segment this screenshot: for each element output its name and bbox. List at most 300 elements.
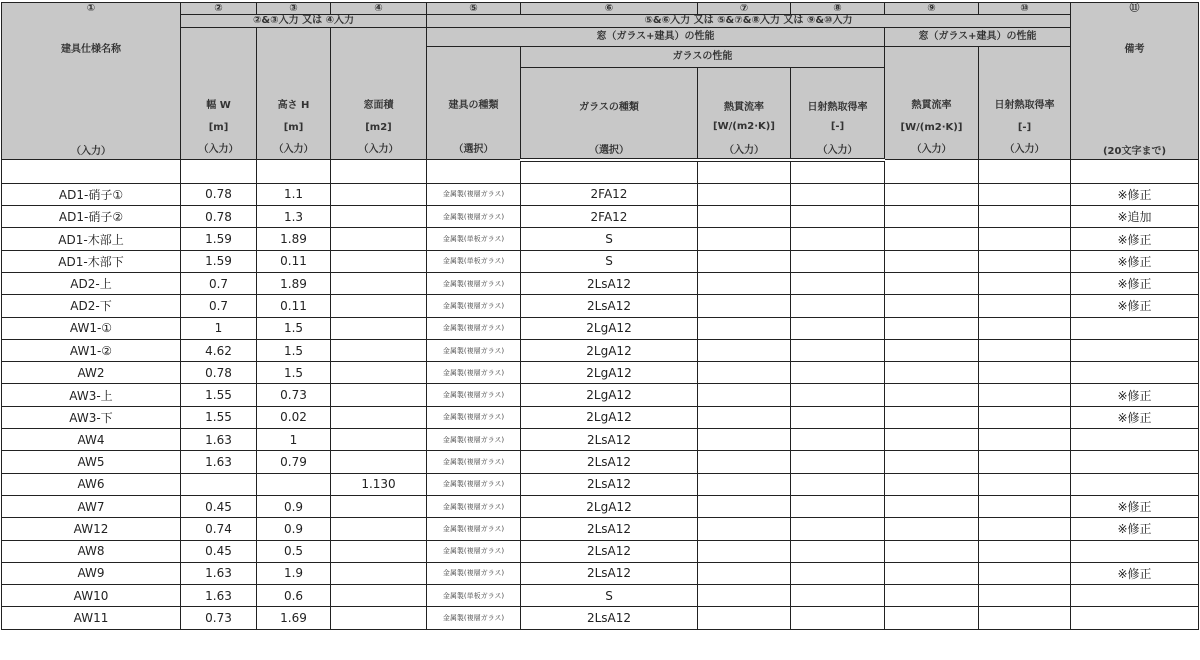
table-row bbox=[2, 183, 1199, 205]
window-shgc-cell[interactable] bbox=[979, 540, 1071, 562]
table-row bbox=[2, 540, 1199, 562]
u-value-cell[interactable] bbox=[698, 429, 791, 451]
name-cell[interactable]: AW11 bbox=[2, 607, 181, 629]
shgc-cell[interactable] bbox=[791, 339, 885, 361]
name-cell[interactable]: AD1-木部上 bbox=[2, 228, 181, 250]
height-cell[interactable]: 0.5 bbox=[257, 540, 331, 562]
header-title: 日射熱取得率 bbox=[994, 100, 1055, 111]
u-value-cell[interactable] bbox=[698, 540, 791, 562]
area-cell[interactable]: 1.130 bbox=[331, 473, 427, 495]
remarks-cell[interactable]: ※修正 bbox=[1071, 518, 1199, 540]
name-cell[interactable]: AW3-下 bbox=[2, 406, 181, 428]
height-cell[interactable]: 1.5 bbox=[257, 317, 331, 339]
u-value-cell[interactable] bbox=[698, 160, 791, 184]
width-cell[interactable]: 0.73 bbox=[181, 607, 257, 629]
window-shgc-cell[interactable] bbox=[979, 518, 1071, 540]
header-note: （入力） bbox=[1004, 144, 1045, 155]
window-shgc-cell[interactable] bbox=[979, 495, 1071, 517]
fitting-type-cell[interactable]: 金属製(複層ガラス) bbox=[427, 451, 521, 473]
glass-type-cell[interactable]: 2LgA12 bbox=[521, 339, 698, 361]
remarks-cell[interactable]: ※修正 bbox=[1071, 295, 1199, 317]
remarks-cell[interactable] bbox=[1071, 451, 1199, 473]
height-cell[interactable]: 0.79 bbox=[257, 451, 331, 473]
name-cell[interactable]: AW12 bbox=[2, 518, 181, 540]
window-u-value-cell[interactable] bbox=[885, 228, 979, 250]
column-header bbox=[521, 67, 698, 160]
header-unit: [m] bbox=[283, 122, 304, 133]
window-shgc-cell[interactable] bbox=[979, 228, 1071, 250]
u-value-cell[interactable] bbox=[698, 272, 791, 294]
header-note: （入力） bbox=[358, 144, 399, 155]
width-cell[interactable]: 1.55 bbox=[181, 406, 257, 428]
shgc-cell[interactable] bbox=[791, 429, 885, 451]
name-cell[interactable]: AW4 bbox=[2, 429, 181, 451]
name-cell[interactable]: AD1-木部下 bbox=[2, 250, 181, 272]
area-cell[interactable] bbox=[331, 429, 427, 451]
remarks-cell[interactable]: ※修正 bbox=[1071, 183, 1199, 205]
height-cell[interactable]: 1.9 bbox=[257, 562, 331, 584]
remarks-cell[interactable]: ※修正 bbox=[1071, 406, 1199, 428]
glass-type-cell[interactable]: 2LgA12 bbox=[521, 362, 698, 384]
table-row bbox=[2, 495, 1199, 517]
window-shgc-cell[interactable] bbox=[979, 406, 1071, 428]
column-number: ⑦ bbox=[698, 3, 791, 15]
fitting-type-cell[interactable]: 金属製(複層ガラス) bbox=[427, 607, 521, 629]
shgc-cell[interactable] bbox=[791, 473, 885, 495]
column-header bbox=[791, 67, 885, 160]
name-cell[interactable]: AW6 bbox=[2, 473, 181, 495]
header-note: （入力） bbox=[911, 144, 952, 155]
width-cell[interactable]: 0.74 bbox=[181, 518, 257, 540]
area-cell[interactable] bbox=[331, 272, 427, 294]
name-cell[interactable]: AW9 bbox=[2, 562, 181, 584]
table-row bbox=[2, 585, 1199, 607]
table-row bbox=[2, 339, 1199, 361]
u-value-cell[interactable] bbox=[698, 183, 791, 205]
table-row bbox=[2, 473, 1199, 495]
column-number: ⑪ bbox=[1129, 3, 1140, 14]
column-header bbox=[427, 47, 521, 160]
name-cell[interactable]: AW8 bbox=[2, 540, 181, 562]
window-shgc-cell[interactable] bbox=[979, 317, 1071, 339]
shgc-cell[interactable] bbox=[791, 250, 885, 272]
shgc-cell[interactable] bbox=[791, 607, 885, 629]
table-row bbox=[2, 317, 1199, 339]
glass-type-cell[interactable]: 2LsA12 bbox=[521, 272, 698, 294]
fitting-type-cell[interactable]: 金属製(複層ガラス) bbox=[427, 272, 521, 294]
window-shgc-cell[interactable] bbox=[979, 562, 1071, 584]
group-perf-header: ⑤&⑥入力 又は ⑤&⑦&⑧入力 又は ⑨&⑩入力 bbox=[427, 15, 1071, 28]
area-cell[interactable] bbox=[331, 250, 427, 272]
shgc-cell[interactable] bbox=[791, 295, 885, 317]
shgc-cell[interactable] bbox=[791, 540, 885, 562]
header-note: （入力） bbox=[198, 144, 239, 155]
header-note: (20文字まで) bbox=[1102, 146, 1167, 157]
height-cell[interactable]: 1.1 bbox=[257, 183, 331, 205]
header-title: 高さ H bbox=[277, 100, 310, 111]
header-title: 熱貫流率 bbox=[911, 100, 952, 111]
window-shgc-cell[interactable] bbox=[979, 384, 1071, 406]
column-header bbox=[979, 47, 1071, 160]
shgc-cell[interactable] bbox=[791, 451, 885, 473]
height-cell[interactable]: 0.02 bbox=[257, 406, 331, 428]
fitting-type-cell[interactable]: 金属製(複層ガラス) bbox=[427, 295, 521, 317]
window-u-value-cell[interactable] bbox=[885, 562, 979, 584]
u-value-cell[interactable] bbox=[698, 451, 791, 473]
height-cell[interactable]: 1.89 bbox=[257, 228, 331, 250]
width-cell[interactable]: 0.45 bbox=[181, 540, 257, 562]
window-u-value-cell[interactable] bbox=[885, 183, 979, 205]
name-cell[interactable]: AW1-② bbox=[2, 339, 181, 361]
remarks-cell[interactable] bbox=[1071, 607, 1199, 629]
height-cell[interactable]: 1.69 bbox=[257, 607, 331, 629]
remarks-cell[interactable]: ※修正 bbox=[1071, 562, 1199, 584]
column-number: ① bbox=[86, 3, 96, 14]
shgc-cell[interactable] bbox=[791, 495, 885, 517]
window-u-value-cell[interactable] bbox=[885, 339, 979, 361]
height-cell[interactable]: 0.9 bbox=[257, 518, 331, 540]
window-u-value-cell[interactable] bbox=[885, 473, 979, 495]
table-row bbox=[2, 429, 1199, 451]
fitting-type-cell[interactable]: 金属製(複層ガラス) bbox=[427, 429, 521, 451]
column-number: ⑤ bbox=[427, 3, 521, 15]
name-cell[interactable]: AW3-上 bbox=[2, 384, 181, 406]
area-cell[interactable] bbox=[331, 384, 427, 406]
window-u-value-cell[interactable] bbox=[885, 317, 979, 339]
u-value-cell[interactable] bbox=[698, 495, 791, 517]
glass-type-cell[interactable]: 2LgA12 bbox=[521, 317, 698, 339]
shgc-cell[interactable] bbox=[791, 228, 885, 250]
glass-type-cell[interactable] bbox=[521, 160, 698, 184]
window-u-value-cell[interactable] bbox=[885, 362, 979, 384]
window-u-value-cell[interactable] bbox=[885, 451, 979, 473]
width-cell[interactable]: 1.63 bbox=[181, 429, 257, 451]
u-value-cell[interactable] bbox=[698, 585, 791, 607]
shgc-cell[interactable] bbox=[791, 362, 885, 384]
table-row bbox=[2, 362, 1199, 384]
group-size-header: ②&③入力 又は ④入力 bbox=[181, 15, 427, 28]
width-cell[interactable]: 1.59 bbox=[181, 250, 257, 272]
shgc-cell[interactable] bbox=[791, 317, 885, 339]
window-perf-header-2: 窓（ガラス+建具）の性能 bbox=[885, 28, 1071, 47]
width-cell[interactable]: 1.63 bbox=[181, 451, 257, 473]
area-cell[interactable] bbox=[331, 339, 427, 361]
column-number: ⑧ bbox=[791, 3, 885, 15]
glass-type-cell[interactable]: 2LsA12 bbox=[521, 607, 698, 629]
width-cell[interactable]: 1.55 bbox=[181, 384, 257, 406]
area-cell[interactable] bbox=[331, 228, 427, 250]
header-unit: [-] bbox=[1017, 122, 1032, 133]
window-u-value-cell[interactable] bbox=[885, 206, 979, 228]
table-row bbox=[2, 206, 1199, 228]
window-u-value-cell[interactable] bbox=[885, 585, 979, 607]
width-cell[interactable]: 0.7 bbox=[181, 272, 257, 294]
window-shgc-cell[interactable] bbox=[979, 473, 1071, 495]
window-u-value-cell[interactable] bbox=[885, 518, 979, 540]
name-cell[interactable]: AW7 bbox=[2, 495, 181, 517]
column-number bbox=[1071, 3, 1199, 160]
fitting-type-cell[interactable] bbox=[427, 160, 521, 184]
u-value-cell[interactable] bbox=[698, 228, 791, 250]
remarks-cell[interactable]: ※修正 bbox=[1071, 384, 1199, 406]
table-row bbox=[2, 384, 1199, 406]
area-cell[interactable] bbox=[331, 160, 427, 184]
area-cell[interactable] bbox=[331, 540, 427, 562]
u-value-cell[interactable] bbox=[698, 295, 791, 317]
width-cell[interactable]: 0.78 bbox=[181, 362, 257, 384]
height-cell[interactable]: 1.5 bbox=[257, 362, 331, 384]
header-unit: [W/(m2·K)] bbox=[713, 121, 775, 132]
glass-type-cell[interactable]: 2LgA12 bbox=[521, 495, 698, 517]
height-cell[interactable]: 0.11 bbox=[257, 250, 331, 272]
fitting-type-cell[interactable]: 金属製(複層ガラス) bbox=[427, 473, 521, 495]
width-cell[interactable]: 1.63 bbox=[181, 562, 257, 584]
width-cell[interactable]: 1.63 bbox=[181, 585, 257, 607]
glass-type-cell[interactable]: 2LgA12 bbox=[521, 406, 698, 428]
table-row bbox=[2, 160, 1199, 184]
window-u-value-cell[interactable] bbox=[885, 384, 979, 406]
u-value-cell[interactable] bbox=[698, 362, 791, 384]
u-value-cell[interactable] bbox=[698, 206, 791, 228]
name-cell[interactable]: AD2-上 bbox=[2, 272, 181, 294]
width-cell[interactable] bbox=[181, 473, 257, 495]
fitting-type-cell[interactable]: 金属製(複層ガラス) bbox=[427, 384, 521, 406]
shgc-cell[interactable] bbox=[791, 384, 885, 406]
remarks-cell[interactable]: ※修正 bbox=[1071, 250, 1199, 272]
header-unit: [W/(m2·K)] bbox=[900, 122, 963, 133]
width-cell[interactable] bbox=[181, 160, 257, 184]
remarks-cell[interactable]: ※追加 bbox=[1071, 206, 1199, 228]
remarks-cell[interactable] bbox=[1071, 473, 1199, 495]
glass-type-cell[interactable]: 2LsA12 bbox=[521, 518, 698, 540]
height-cell[interactable]: 0.9 bbox=[257, 495, 331, 517]
window-shgc-cell[interactable] bbox=[979, 451, 1071, 473]
area-cell[interactable] bbox=[331, 518, 427, 540]
shgc-cell[interactable] bbox=[791, 562, 885, 584]
window-shgc-cell[interactable] bbox=[979, 160, 1071, 184]
area-cell[interactable] bbox=[331, 317, 427, 339]
table-row bbox=[2, 451, 1199, 473]
u-value-cell[interactable] bbox=[698, 339, 791, 361]
column-header bbox=[331, 28, 427, 160]
name-cell[interactable]: AW1-① bbox=[2, 317, 181, 339]
area-cell[interactable] bbox=[331, 585, 427, 607]
glass-type-cell[interactable]: 2FA12 bbox=[521, 206, 698, 228]
header-title: 建具の種類 bbox=[448, 100, 499, 111]
remarks-cell[interactable] bbox=[1071, 540, 1199, 562]
glass-type-cell[interactable]: 2LsA12 bbox=[521, 451, 698, 473]
height-cell[interactable]: 1 bbox=[257, 429, 331, 451]
u-value-cell[interactable] bbox=[698, 518, 791, 540]
glass-type-cell[interactable]: 2LsA12 bbox=[521, 562, 698, 584]
remarks-cell[interactable]: ※修正 bbox=[1071, 228, 1199, 250]
area-cell[interactable] bbox=[331, 183, 427, 205]
fitting-type-cell[interactable]: 金属製(複層ガラス) bbox=[427, 317, 521, 339]
u-value-cell[interactable] bbox=[698, 406, 791, 428]
window-shgc-cell[interactable] bbox=[979, 362, 1071, 384]
fitting-type-cell[interactable]: 金属製(複層ガラス) bbox=[427, 495, 521, 517]
remarks-cell[interactable] bbox=[1071, 339, 1199, 361]
u-value-cell[interactable] bbox=[698, 250, 791, 272]
name-cell[interactable] bbox=[2, 160, 181, 184]
width-cell[interactable]: 0.78 bbox=[181, 206, 257, 228]
remarks-cell[interactable] bbox=[1071, 160, 1199, 184]
area-cell[interactable] bbox=[331, 362, 427, 384]
height-cell[interactable] bbox=[257, 160, 331, 184]
width-cell[interactable]: 0.7 bbox=[181, 295, 257, 317]
area-cell[interactable] bbox=[331, 495, 427, 517]
window-shgc-cell[interactable] bbox=[979, 272, 1071, 294]
table-row bbox=[2, 607, 1199, 629]
area-cell[interactable] bbox=[331, 607, 427, 629]
glass-perf-header: ガラスの性能 bbox=[521, 47, 885, 67]
fitting-type-cell[interactable]: 金属製(単板ガラス) bbox=[427, 228, 521, 250]
name-cell[interactable]: AW10 bbox=[2, 585, 181, 607]
name-cell[interactable]: AD2-下 bbox=[2, 295, 181, 317]
width-cell[interactable]: 0.78 bbox=[181, 183, 257, 205]
area-cell[interactable] bbox=[331, 295, 427, 317]
height-cell[interactable] bbox=[257, 473, 331, 495]
header-note: （入力） bbox=[273, 144, 314, 155]
window-u-value-cell[interactable] bbox=[885, 607, 979, 629]
glass-type-cell[interactable]: 2FA12 bbox=[521, 183, 698, 205]
u-value-cell[interactable] bbox=[698, 562, 791, 584]
table-row bbox=[2, 562, 1199, 584]
remarks-cell[interactable]: ※修正 bbox=[1071, 495, 1199, 517]
window-u-value-cell[interactable] bbox=[885, 540, 979, 562]
shgc-cell[interactable] bbox=[791, 518, 885, 540]
fitting-type-cell[interactable]: 金属製(複層ガラス) bbox=[427, 183, 521, 205]
name-cell[interactable]: AD1-硝子② bbox=[2, 206, 181, 228]
area-cell[interactable] bbox=[331, 406, 427, 428]
window-u-value-cell[interactable] bbox=[885, 272, 979, 294]
fitting-type-cell[interactable]: 金属製(複層ガラス) bbox=[427, 339, 521, 361]
shgc-cell[interactable] bbox=[791, 406, 885, 428]
width-cell[interactable]: 0.45 bbox=[181, 495, 257, 517]
header-note: （選択） bbox=[453, 144, 494, 155]
header-title: 幅 W bbox=[206, 100, 231, 111]
u-value-cell[interactable] bbox=[698, 384, 791, 406]
glass-type-cell[interactable]: 2LgA12 bbox=[521, 384, 698, 406]
column-header bbox=[181, 28, 257, 160]
name-cell[interactable]: AW5 bbox=[2, 451, 181, 473]
remarks-cell[interactable]: ※修正 bbox=[1071, 272, 1199, 294]
fitting-type-cell[interactable]: 金属製(単板ガラス) bbox=[427, 585, 521, 607]
name-cell[interactable]: AW2 bbox=[2, 362, 181, 384]
glass-type-cell[interactable]: 2LsA12 bbox=[521, 473, 698, 495]
width-cell[interactable]: 4.62 bbox=[181, 339, 257, 361]
fitting-type-cell[interactable]: 金属製(複層ガラス) bbox=[427, 206, 521, 228]
header-note: （入力） bbox=[724, 144, 764, 156]
glass-type-cell[interactable]: 2LsA12 bbox=[521, 295, 698, 317]
window-shgc-cell[interactable] bbox=[979, 607, 1071, 629]
header-title: 備考 bbox=[1124, 44, 1145, 55]
area-cell[interactable] bbox=[331, 562, 427, 584]
fitting-type-cell[interactable]: 金属製(複層ガラス) bbox=[427, 518, 521, 540]
column-header bbox=[698, 67, 791, 160]
fitting-type-cell[interactable]: 金属製(複層ガラス) bbox=[427, 540, 521, 562]
column-number: ③ bbox=[257, 3, 331, 15]
window-shgc-cell[interactable] bbox=[979, 339, 1071, 361]
shgc-cell[interactable] bbox=[791, 183, 885, 205]
header-note: （入力） bbox=[817, 144, 858, 156]
shgc-cell[interactable] bbox=[791, 160, 885, 184]
window-shgc-cell[interactable] bbox=[979, 206, 1071, 228]
shgc-cell[interactable] bbox=[791, 206, 885, 228]
height-cell[interactable]: 1.89 bbox=[257, 272, 331, 294]
glass-type-cell[interactable]: S bbox=[521, 585, 698, 607]
table-row bbox=[2, 250, 1199, 272]
column-number: ⑨ bbox=[885, 3, 979, 15]
header-unit: [-] bbox=[830, 121, 845, 132]
window-shgc-cell[interactable] bbox=[979, 295, 1071, 317]
header-title: 建具仕様名称 bbox=[61, 44, 121, 55]
width-cell[interactable]: 1 bbox=[181, 317, 257, 339]
column-number bbox=[2, 3, 181, 160]
shgc-cell[interactable] bbox=[791, 272, 885, 294]
remarks-cell[interactable] bbox=[1071, 317, 1199, 339]
remarks-cell[interactable] bbox=[1071, 429, 1199, 451]
window-shgc-cell[interactable] bbox=[979, 585, 1071, 607]
name-cell[interactable]: AD1-硝子① bbox=[2, 183, 181, 205]
table-row bbox=[2, 406, 1199, 428]
window-u-value-cell[interactable] bbox=[885, 160, 979, 184]
window-u-value-cell[interactable] bbox=[885, 295, 979, 317]
header-title: 熱貫流率 bbox=[724, 101, 764, 113]
window-u-value-cell[interactable] bbox=[885, 250, 979, 272]
u-value-cell[interactable] bbox=[698, 607, 791, 629]
remarks-cell[interactable] bbox=[1071, 585, 1199, 607]
fitting-type-cell[interactable]: 金属製(複層ガラス) bbox=[427, 562, 521, 584]
fitting-type-cell[interactable]: 金属製(複層ガラス) bbox=[427, 406, 521, 428]
height-cell[interactable]: 0.73 bbox=[257, 384, 331, 406]
height-cell[interactable]: 0.6 bbox=[257, 585, 331, 607]
header-note: （選択） bbox=[589, 144, 629, 156]
glass-type-cell[interactable]: S bbox=[521, 228, 698, 250]
area-cell[interactable] bbox=[331, 206, 427, 228]
window-shgc-cell[interactable] bbox=[979, 183, 1071, 205]
width-cell[interactable]: 1.59 bbox=[181, 228, 257, 250]
header-title: 日射熱取得率 bbox=[807, 101, 868, 113]
window-perf-header: 窓（ガラス+建具）の性能 bbox=[427, 28, 885, 47]
window-shgc-cell[interactable] bbox=[979, 429, 1071, 451]
column-number: ⑩ bbox=[979, 3, 1071, 15]
shgc-cell[interactable] bbox=[791, 585, 885, 607]
u-value-cell[interactable] bbox=[698, 317, 791, 339]
height-cell[interactable]: 0.11 bbox=[257, 295, 331, 317]
height-cell[interactable]: 1.3 bbox=[257, 206, 331, 228]
glass-type-cell[interactable]: 2LsA12 bbox=[521, 429, 698, 451]
u-value-cell[interactable] bbox=[698, 473, 791, 495]
window-u-value-cell[interactable] bbox=[885, 406, 979, 428]
fitting-type-cell[interactable]: 金属製(複層ガラス) bbox=[427, 362, 521, 384]
height-cell[interactable]: 1.5 bbox=[257, 339, 331, 361]
window-shgc-cell[interactable] bbox=[979, 250, 1071, 272]
window-u-value-cell[interactable] bbox=[885, 495, 979, 517]
remarks-cell[interactable] bbox=[1071, 362, 1199, 384]
column-header bbox=[885, 47, 979, 160]
area-cell[interactable] bbox=[331, 451, 427, 473]
glass-type-cell[interactable]: S bbox=[521, 250, 698, 272]
header-title: 窓面積 bbox=[363, 100, 394, 111]
column-number: ⑥ bbox=[521, 3, 698, 15]
column-header bbox=[257, 28, 331, 160]
glass-type-cell[interactable]: 2LsA12 bbox=[521, 540, 698, 562]
column-number: ② bbox=[181, 3, 257, 15]
fitting-type-cell[interactable]: 金属製(単板ガラス) bbox=[427, 250, 521, 272]
window-u-value-cell[interactable] bbox=[885, 429, 979, 451]
table-row bbox=[2, 272, 1199, 294]
